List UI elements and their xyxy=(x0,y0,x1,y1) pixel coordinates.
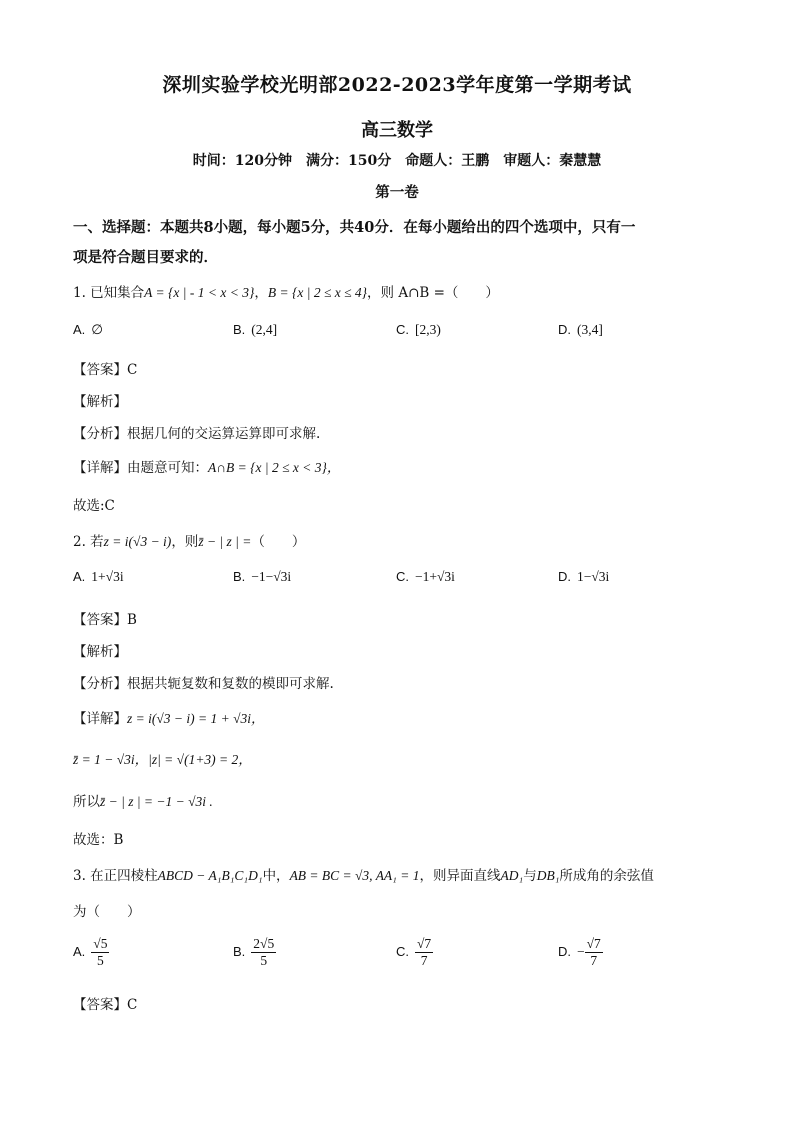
q3-option-b-label: B. xyxy=(233,944,246,959)
q3-option-c-num: √7 xyxy=(417,936,432,951)
q1-option-c-text: [2,3) xyxy=(415,322,441,337)
q2-option-c-label: C. xyxy=(396,569,409,584)
q1-stem xyxy=(73,281,499,301)
section-heading-line2: 项是符合题目要求的． xyxy=(73,249,218,266)
q2-detail-math3: z̄ − | z | = −1 − √3i . xyxy=(100,794,213,809)
q3-option-b xyxy=(233,936,276,969)
q3-option-c-den: 7 xyxy=(420,953,428,968)
q1-option-d-text: (3,4] xyxy=(577,322,603,337)
q3-option-c xyxy=(396,936,433,969)
q1-set-a: A = {x | - 1 < x < 3} xyxy=(144,285,255,300)
q3-stem-mid2: ，则异面直线 xyxy=(419,868,501,884)
q2-option-d-text: 1−√3i xyxy=(577,569,610,584)
q1-option-a-label: A. xyxy=(73,322,86,337)
q3-stem-mid3: 与 xyxy=(523,868,537,884)
q2-detail-label: 【详解】 xyxy=(73,711,127,727)
q1-option-c-label: C. xyxy=(396,322,409,337)
q1-detail xyxy=(73,456,340,476)
q3-stem-line2: 为（ ） xyxy=(73,904,141,920)
q3-option-d xyxy=(558,936,603,969)
q1-option-c xyxy=(396,322,441,338)
q2-option-d-label: D. xyxy=(558,569,571,584)
q3-answer: 【答案】C xyxy=(73,997,138,1013)
q3-option-b-num: 2√5 xyxy=(253,936,275,951)
q3-stem-mid: 中， xyxy=(262,868,290,884)
q2-option-c xyxy=(396,569,455,585)
q2-option-a xyxy=(73,569,124,585)
q1-option-b-label: B. xyxy=(233,322,246,337)
q3-option-d-label: D. xyxy=(558,944,571,959)
q3-option-a xyxy=(73,936,109,969)
q2-option-d xyxy=(558,569,609,585)
q3-option-a-label: A. xyxy=(73,944,86,959)
q2-option-c-text: −1+√3i xyxy=(415,569,455,584)
exam-title: 深圳实验学校光明部2022-2023学年度第一学期考试 xyxy=(162,74,632,96)
q1-conclusion: 故选:C xyxy=(73,498,115,514)
q1-option-d xyxy=(558,322,603,338)
q1-detail-label: 【详解】由题意可知： xyxy=(73,460,208,476)
q1-stem-suffix: ，则 A∩B =（ ） xyxy=(367,285,499,301)
q3-stem-suffix: 所成角的余弦值 xyxy=(559,868,654,884)
q1-jiexi: 【解析】 xyxy=(73,394,127,410)
q2-option-b-label: B. xyxy=(233,569,246,584)
q3-option-b-fraction xyxy=(251,936,276,969)
q3-option-d-num: √7 xyxy=(586,936,601,951)
exam-subject: 高三数学 xyxy=(361,120,433,141)
q1-option-a-text: ∅ xyxy=(91,322,104,337)
q2-detail-math2: z̄ = 1 − √3i，|z| = √(1+3) = 2， xyxy=(73,752,252,767)
q3-option-a-num: √5 xyxy=(93,936,108,951)
q1-option-b-text: (2,4] xyxy=(251,322,278,337)
q2-conclusion: 故选：B xyxy=(73,832,124,848)
q2-stem xyxy=(73,530,305,550)
q2-stem-prefix: 2. 若 xyxy=(73,534,104,550)
q3-stem xyxy=(73,864,654,884)
q2-detail-line2 xyxy=(73,748,252,768)
q1-answer: 【答案】C xyxy=(73,362,138,378)
section-heading-line1: 一、选择题：本题共8小题，每小题5分，共40分．在每小题给出的四个选项中，只有一 xyxy=(73,219,636,236)
q2-stem-mid: ，则 xyxy=(171,534,199,550)
q2-jiexi: 【解析】 xyxy=(73,644,127,660)
q3-stem-math: ABCD − A₁B₁C₁D₁ xyxy=(157,868,263,883)
q3-option-c-label: C. xyxy=(396,944,409,959)
q2-stem-suffix: （ ） xyxy=(251,534,306,550)
q1-option-a xyxy=(73,322,103,338)
q2-stem-math2: z̄ − | z | = xyxy=(198,534,252,549)
q2-fenxi: 【分析】根据共轭复数和复数的模即可求解. xyxy=(73,676,334,692)
q3-option-b-den: 5 xyxy=(260,953,268,968)
q1-set-b: B = {x | 2 ≤ x ≤ 4} xyxy=(267,285,368,300)
q2-answer: 【答案】B xyxy=(73,612,137,628)
q3-option-c-fraction xyxy=(415,936,433,969)
q3-option-d-den: 7 xyxy=(590,953,598,968)
q3-option-a-fraction xyxy=(91,936,109,969)
q3-option-d-sign: − xyxy=(577,944,585,959)
exam-meta: 时间：120分钟 满分：150分 命题人：王鹏 审题人：秦慧慧 xyxy=(192,153,602,169)
q1-option-d-label: D. xyxy=(558,322,571,337)
section-heading xyxy=(73,213,723,273)
q2-detail-math1: z = i(√3 − i) = 1 + √3i， xyxy=(127,711,265,726)
q2-detail-math3-prefix: 所以 xyxy=(73,794,100,810)
q3-stem-prefix: 3. 在正四棱柱 xyxy=(73,868,158,884)
q1-sep: ， xyxy=(254,285,268,301)
q3-option-a-den: 5 xyxy=(97,953,104,968)
volume-heading: 第一卷 xyxy=(375,184,419,201)
q2-detail xyxy=(73,707,265,727)
q2-option-b xyxy=(233,569,291,585)
q2-option-b-text: −1−√3i xyxy=(251,569,292,584)
q2-stem-math: z = i(√3 − i) xyxy=(103,534,172,549)
q1-stem-prefix: 1. 已知集合 xyxy=(73,285,145,301)
q1-option-b xyxy=(233,322,277,338)
q3-stem-math4: DB₁ xyxy=(536,868,560,883)
q3-stem-math3: AD₁ xyxy=(500,868,524,883)
q3-option-d-fraction xyxy=(585,936,603,969)
q2-detail-line3 xyxy=(73,790,213,810)
q2-option-a-text: 1+√3i xyxy=(91,569,124,584)
q1-fenxi: 【分析】根据几何的交运算运算即可求解. xyxy=(73,426,321,442)
q3-stem-math2: AB = BC = √3, AA₁ = 1 xyxy=(289,868,420,883)
q2-option-a-label: A. xyxy=(73,569,86,584)
q1-detail-math: A∩B = {x | 2 ≤ x < 3}， xyxy=(208,460,341,475)
